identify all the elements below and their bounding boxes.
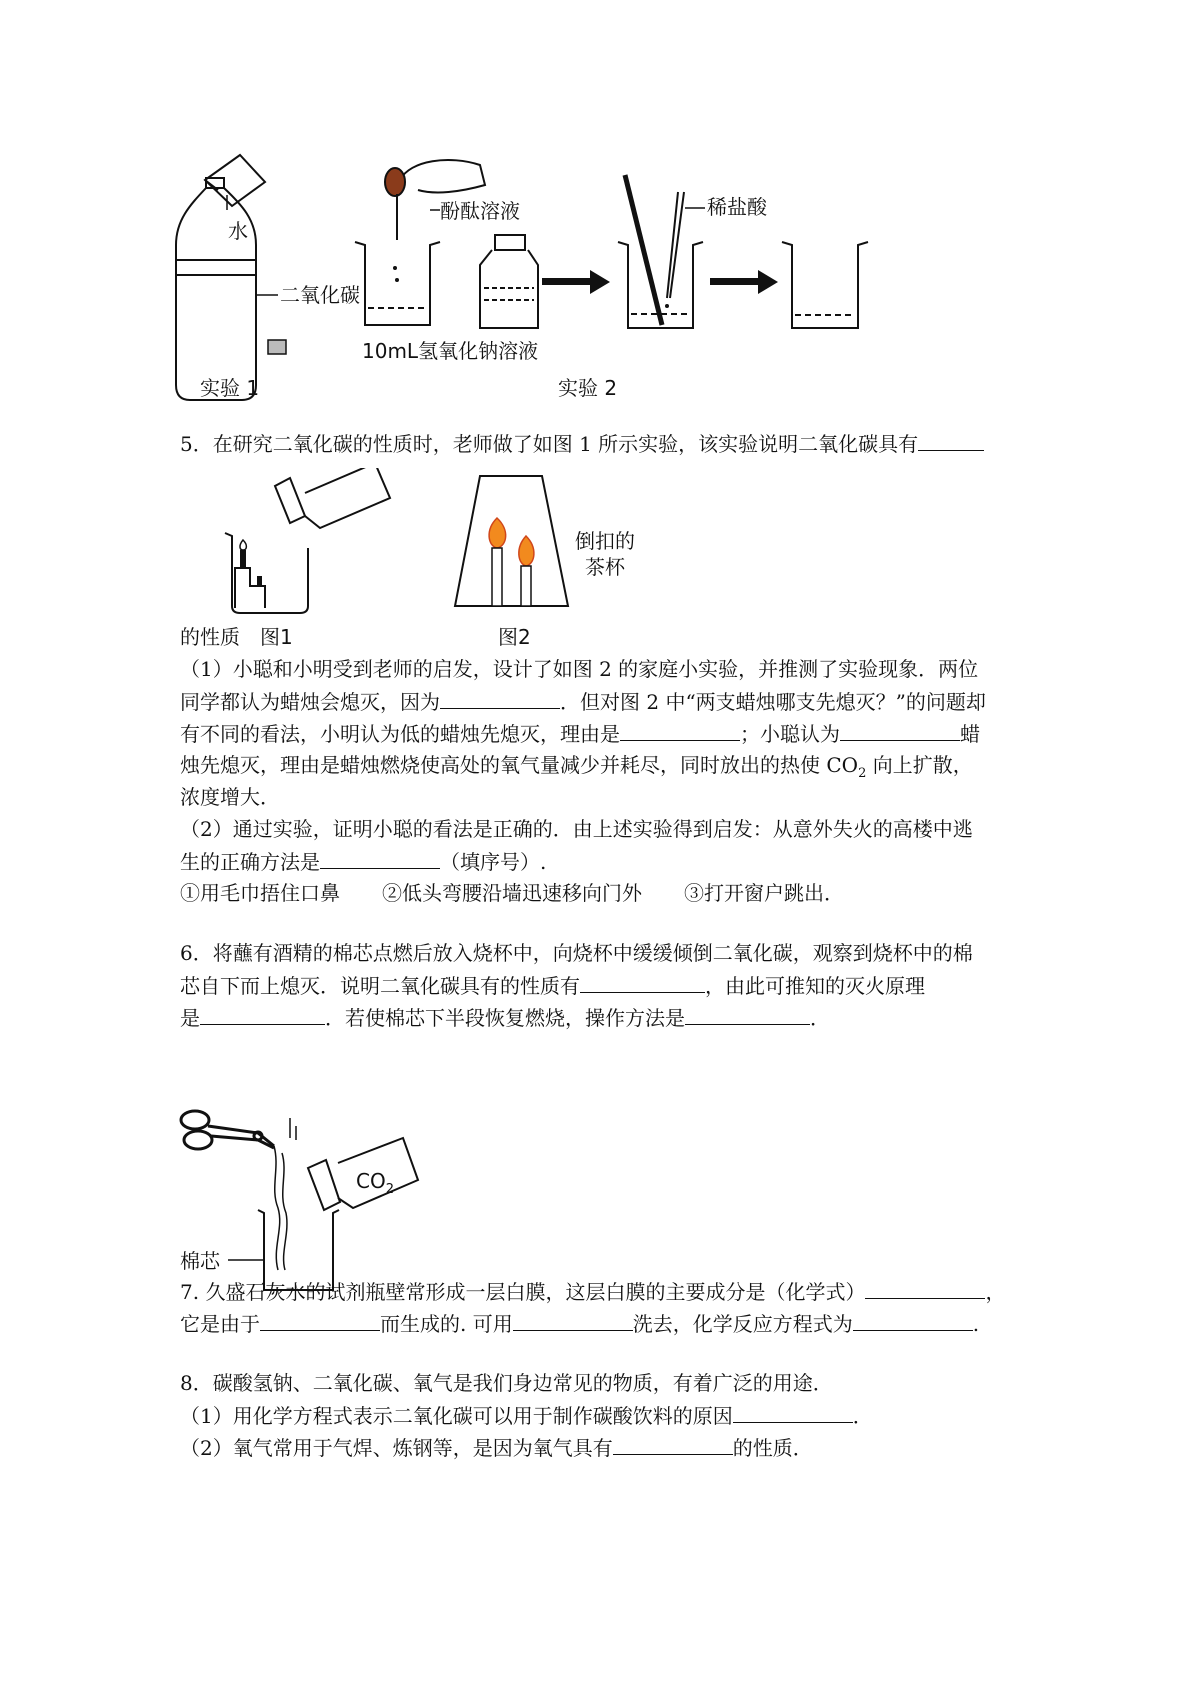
q5-stem: 5．在研究二氧化碳的性质时，老师做了如图 1 所示实验，该实验说明二氧化碳具有 — [180, 428, 984, 460]
arrow-right-icon — [542, 270, 610, 294]
q7-line2: 它是由于 而生成的. 可用 洗去，化学反应方程式为 . — [180, 1308, 979, 1340]
label-cotton: 棉芯 — [180, 1249, 220, 1273]
pouring-bottle-icon — [275, 468, 390, 528]
cotton-wick-icon — [274, 1118, 296, 1270]
q6-figure — [178, 1098, 458, 1298]
q5-stem-end: 的性质 — [180, 625, 240, 649]
label-co2-bottle: $CO_2$ — [356, 1169, 394, 1197]
beaker-1-icon — [355, 242, 440, 325]
flame-icon — [519, 536, 534, 566]
answer-blank[interactable] — [685, 1002, 810, 1025]
answer-blank[interactable] — [320, 846, 440, 869]
flame-icon — [489, 518, 506, 548]
q8-p1: （1）用化学方程式表示二氧化碳可以用于制作碳酸饮料的原因 ． — [180, 1400, 873, 1432]
q6-line2: 芯自下而上熄灭．说明二氧化碳具有的性质有 ，由此可推知的灭火原理 — [180, 970, 925, 1002]
short-candle-icon — [257, 576, 262, 586]
q5-p1-line2: 同学都认为蜡烛会熄灭，因为 ．但对图 2 中“两支蜡烛哪支先熄灭？”的问题却 — [180, 686, 986, 718]
answer-blank[interactable] — [613, 1432, 733, 1455]
q5-options — [180, 878, 844, 909]
arrow-right-icon — [710, 270, 778, 294]
q5-p1-line1: （1）小聪和小明受到老师的启发，设计了如图 2 的家庭小实验，并推测了实验现象．两位 — [180, 657, 979, 681]
option-1: ①用毛巾捂住口鼻 — [180, 881, 340, 905]
experiment-figure — [170, 150, 950, 430]
fig2-caption: 图2 — [498, 625, 531, 649]
q8-stem: 8．碳酸氢钠、二氧化碳、氧气是我们身边常见的物质，有着广泛的用途． — [180, 1371, 833, 1395]
beaker-3-icon — [782, 242, 868, 328]
crucible-tongs-icon — [181, 1111, 274, 1149]
q5-figures — [170, 468, 690, 683]
q5-p1-line4: 烛先熄灭，理由是蜡烛燃烧使高处的氧气量减少并耗尽，同时放出的热使 $CO_2$ 向上扩散， — [180, 753, 973, 781]
label-naoh: 10mL氢氧化钠溶液 — [362, 339, 539, 363]
q5-p2-line1: （2）通过实验，证明小聪的看法是正确的．由上述实验得到启发：从意外失火的高楼中逃 — [180, 817, 973, 841]
fig2-label-line1: 倒扣的 — [575, 529, 635, 553]
answer-blank[interactable] — [200, 1002, 325, 1025]
q5-p2-line2: 生的正确方法是 （填序号）. — [180, 846, 546, 878]
caption-experiment-2: 实验 2 — [558, 376, 618, 400]
fig1-caption: 图1 — [260, 625, 293, 649]
answer-blank[interactable] — [440, 686, 560, 709]
option-2: ②低头弯腰沿墙迅速移向门外 — [382, 881, 642, 905]
answer-blank[interactable] — [840, 718, 960, 741]
beaker-2-icon — [618, 175, 703, 328]
inverted-cup-icon — [455, 476, 568, 606]
tall-candle-icon — [240, 550, 246, 568]
label-co2: 二氧化碳 — [280, 283, 360, 307]
answer-blank[interactable] — [580, 970, 705, 993]
q5-p1-line3: 有不同的看法，小明认为低的蜡烛先熄灭，理由是 ；小聪认为 蜡 — [180, 718, 980, 750]
fig2-label-line2: 茶杯 — [585, 555, 625, 579]
q6-line1: 6．将蘸有酒精的棉芯点燃后放入烧杯中，向烧杯中缓缓倾倒二氧化碳，观察到烧杯中的棉 — [180, 941, 973, 965]
label-hcl: 稀盐酸 — [707, 195, 767, 219]
plastic-bottle-icon — [176, 178, 256, 400]
label-phenolphthalein: 酚酞溶液 — [440, 199, 520, 223]
q6-line3: 是 ．若使棉芯下半段恢复燃烧，操作方法是 ． — [180, 1002, 830, 1034]
bottle-cap-icon — [268, 340, 286, 354]
answer-blank[interactable] — [733, 1400, 853, 1423]
option-3: ③打开窗户跳出． — [684, 881, 844, 905]
beaker-steps-icon — [225, 533, 308, 613]
caption-experiment-1: 实验 1 — [200, 376, 260, 400]
answer-blank[interactable] — [853, 1308, 973, 1331]
flame-icon — [240, 540, 246, 550]
answer-blank[interactable] — [865, 1276, 985, 1299]
label-water: 水 — [228, 219, 248, 243]
q8-p2: （2）氧气常用于气焊、炼钢等，是因为氧气具有 的性质． — [180, 1432, 813, 1464]
answer-blank[interactable] — [260, 1308, 380, 1331]
reagent-bottle-icon — [480, 235, 538, 328]
tall-candle-icon — [492, 548, 502, 606]
answer-blank[interactable] — [620, 718, 740, 741]
answer-blank[interactable] — [918, 428, 984, 451]
q5-p1-line5: 浓度增大． — [180, 785, 280, 809]
q7-line1: 7. 久盛石灰水的试剂瓶壁常形成一层白膜，这层白膜的主要成分是（化学式） ， — [180, 1276, 1005, 1308]
short-candle-icon — [521, 566, 531, 606]
answer-blank[interactable] — [513, 1308, 633, 1331]
